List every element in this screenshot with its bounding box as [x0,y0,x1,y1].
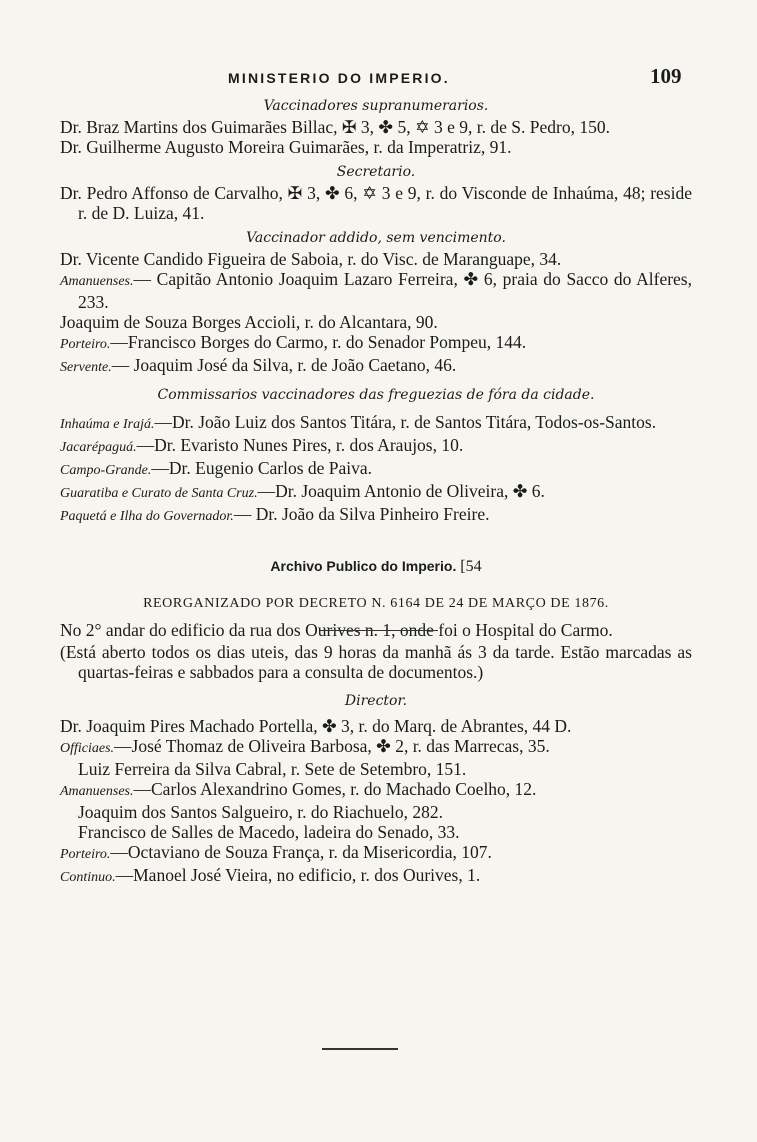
list-item [60,779,692,802]
entry-label: Porteiro. [60,337,111,352]
entry-text: Joaquim de Souza Borges Accioli, r. do Alcantara, 90. [60,312,438,332]
heading-vaccinadores-supranumerarios: Vaccinadores supranumerarios. [263,98,489,114]
running-title: MINISTERIO DO IMPERIO. [228,70,450,86]
list-item [60,802,692,822]
list-item: Dr. Guilherme Augusto Moreira Guimarães, r. da Imperatriz, 91. [60,137,512,157]
list-item [60,822,692,842]
entry-text: — Joaquim José da Silva, r. de João Caetano, 46. [111,355,457,375]
list-item [60,269,692,312]
list-item [60,481,692,504]
entry-text: —Dr. João Luiz dos Santos Titára, r. de Santos Titára, Todos-os-Santos. [154,412,657,432]
entry-label: Amanuenses. [60,784,134,799]
entry-text: Dr. Joaquim Pires Machado Portella, ✤ 3, r. do Marq. de Abrantes, 44 D. [60,716,572,736]
list-item [60,865,692,888]
heading-director: Director. [344,693,408,709]
heading-vaccinador-addido: Vaccinador addido, sem vencimento. [246,230,506,246]
entry-label: Paquetá e Ilha do Governador. [60,509,234,524]
entry-text: — Dr. João da Silva Pinheiro Freire. [233,504,490,524]
entry-label: Continuo. [60,870,116,885]
archivo-ref: [54 [460,558,482,575]
list-item [60,412,692,435]
list-item [60,504,692,527]
running-header [0,64,757,94]
reorganizado-line: REORGANIZADO POR DECRETO N. 6164 DE 24 DE MARÇO DE 1876. [143,596,609,611]
entry-text: —José Thomaz de Oliveira Barbosa, ✤ 2, r. das Marrecas, 35. [114,736,550,756]
list-item [60,312,692,332]
entry-text: —Francisco Borges do Carmo, r. do Senador Pompeu, 144. [110,332,527,352]
end-rule [322,1048,398,1050]
heading-secretario: Secretario. [336,164,416,180]
entry-text: —Dr. Joaquim Antonio de Oliveira, ✤ 6. [257,481,545,501]
entry-text: Francisco de Salles de Macedo, ladeira do Senado, 33. [78,822,460,842]
entry-label: Campo-Grande. [60,463,152,478]
list-item [60,435,692,458]
page-number: 109 [650,64,682,88]
list-item [60,736,692,759]
entry-text: —Dr. Eugenio Carlos de Paiva. [151,458,373,478]
entry-text: —Manoel José Vieira, no edificio, r. dos Ourives, 1. [115,865,481,885]
list-item: Dr. Pedro Affonso de Carvalho, ✠ 3, ✤ 6, ✡ 3 e 9, r. do Visconde de Inhaúma, 48; reside r. de D. Luiza, 41. [60,183,692,223]
entry-text: Joaquim dos Santos Salgueiro, r. do Riachuelo, 282. [78,802,444,822]
list-item [60,458,692,481]
entry-label: Guaratiba e Curato de Santa Cruz. [60,486,258,501]
list-item [60,249,692,269]
list-item [60,759,692,779]
entry-text: — Capitão Antonio Joaquim Lazaro Ferreira, ✤ 6, praia do Sacco do Alferes, 233. [78,269,692,312]
entry-text: Luiz Ferreira da Silva Cabral, r. Sete de Setembro, 151. [78,759,467,779]
spacer [60,527,692,549]
section-divider [320,630,438,631]
entry-text: Dr. Vicente Candido Figueira de Saboia, r. do Visc. de Maranguape, 34. [60,249,562,269]
list-item: Dr. Braz Martins dos Guimarães Billac, ✠ 3, ✤ 5, ✡ 3 e 9, r. de S. Pedro, 150. [60,117,610,137]
entry-text: —Dr. Evaristo Nunes Pires, r. dos Araujos, 10. [136,435,464,455]
heading-commissarios: Commissarios vaccinadores das freguezias de fóra da cidade. [157,387,595,403]
section-title-archivo [60,555,692,578]
entry-label: Porteiro. [60,847,111,862]
archivo-title: Archivo Publico do Imperio. [270,558,457,574]
list-item [60,355,692,378]
list-item [60,716,692,736]
entry-label: Amanuenses. [60,274,134,289]
entry-label: Officiaes. [60,741,115,756]
page-body [60,95,692,888]
entry-label: Servente. [60,360,112,375]
paragraph: (Está aberto todos os dias uteis, das 9 horas da manhã ás 3 da tarde. Estão marcadas as quartas-feiras e sabbados para a consulta de documentos.) [60,642,692,682]
entry-text: —Carlos Alexandrino Gomes, r. do Machado Coelho, 12. [133,779,537,799]
paragraph: No 2° andar do edificio da rua dos Ourives n. 1, onde foi o Hospital do Carmo. [60,620,613,640]
entry-text: —Octaviano de Souza França, r. da Misericordia, 107. [110,842,492,862]
list-item [60,332,692,355]
list-item [60,842,692,865]
entry-label: Inhaúma e Irajá. [60,417,155,432]
entry-label: Jacarépaguá. [60,440,137,455]
